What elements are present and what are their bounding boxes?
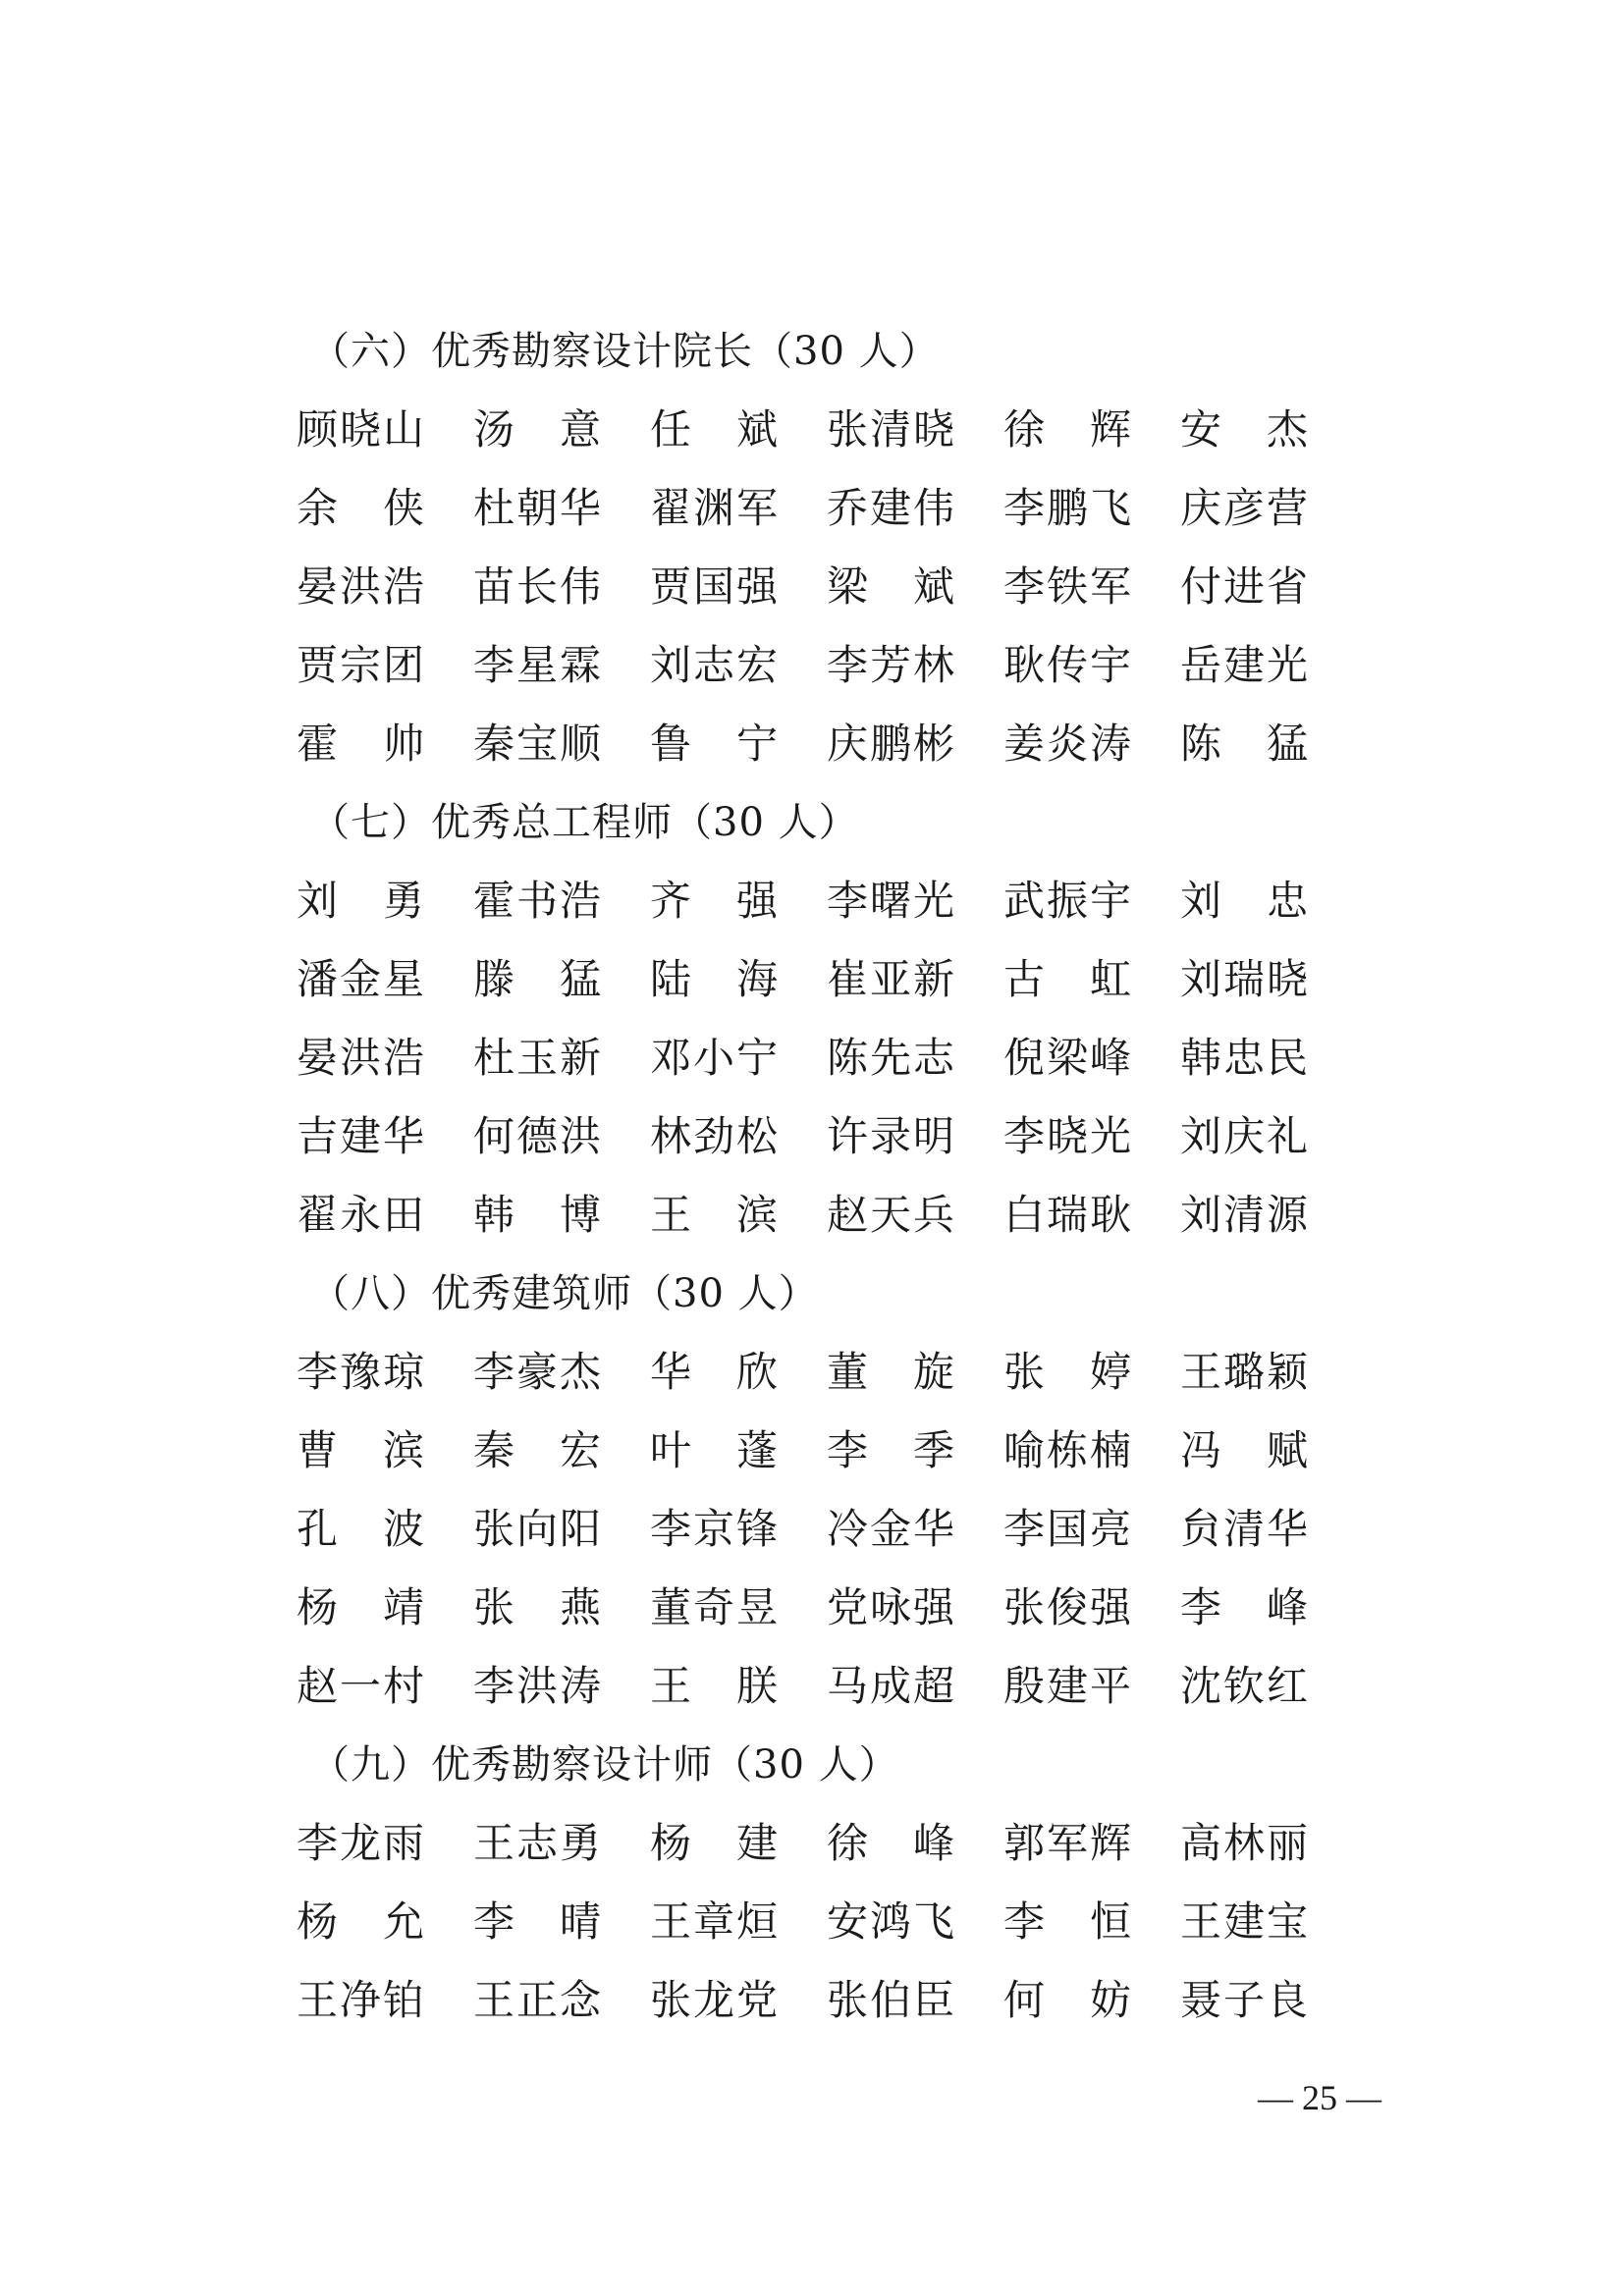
name-cell bbox=[650, 1804, 827, 1883]
name-cell bbox=[473, 548, 650, 626]
person-name: 耿 传 宇 bbox=[1003, 641, 1131, 689]
name-row bbox=[297, 548, 1318, 626]
name-cell bbox=[1003, 1333, 1180, 1412]
person-name: 李 芳 林 bbox=[827, 641, 954, 689]
award-list bbox=[297, 312, 1318, 2040]
name-cell bbox=[473, 1412, 650, 1490]
page-number: — 25 — bbox=[1258, 2078, 1381, 2117]
person-name: 梁 斌 bbox=[827, 562, 954, 611]
person-name: 杜 朝 华 bbox=[473, 484, 601, 532]
person-name: 杜 玉 新 bbox=[473, 1034, 601, 1082]
name-row bbox=[297, 940, 1318, 1019]
award-section bbox=[297, 1255, 1318, 1726]
name-cell bbox=[1180, 1569, 1308, 1647]
name-cell bbox=[827, 548, 1003, 626]
person-name: 崔 亚 新 bbox=[827, 955, 954, 1003]
name-cell bbox=[1180, 1490, 1308, 1569]
person-name: 滕 猛 bbox=[473, 955, 601, 1003]
name-cell bbox=[1003, 1569, 1180, 1647]
name-cell bbox=[473, 1097, 650, 1176]
name-cell bbox=[650, 469, 827, 548]
person-name: 张 燕 bbox=[473, 1583, 601, 1631]
person-name: 陆 海 bbox=[650, 955, 778, 1003]
person-name: 陈 先 志 bbox=[827, 1034, 954, 1082]
person-name: 岳 建 光 bbox=[1180, 641, 1308, 689]
person-name: 高 林 丽 bbox=[1180, 1819, 1308, 1867]
person-name: 倪 梁 峰 bbox=[1003, 1034, 1131, 1082]
name-row bbox=[297, 1883, 1318, 1961]
person-name: 沈 钦 红 bbox=[1180, 1662, 1308, 1710]
person-name: 王 志 勇 bbox=[473, 1819, 601, 1867]
person-name: 李 京 锋 bbox=[650, 1505, 778, 1553]
person-name: 贠 清 华 bbox=[1180, 1505, 1308, 1553]
person-name: 余 侠 bbox=[297, 484, 424, 532]
person-name: 李 豪 杰 bbox=[473, 1348, 601, 1396]
name-row bbox=[297, 1647, 1318, 1726]
person-name: 冷 金 华 bbox=[827, 1505, 954, 1553]
name-cell bbox=[827, 1490, 1003, 1569]
name-cell bbox=[827, 1804, 1003, 1883]
name-cell bbox=[650, 1333, 827, 1412]
person-name: 贾 宗 团 bbox=[297, 641, 424, 689]
name-cell bbox=[1003, 626, 1180, 705]
name-cell bbox=[827, 705, 1003, 783]
name-cell bbox=[827, 1333, 1003, 1412]
person-name: 杨 建 bbox=[650, 1819, 778, 1867]
name-cell bbox=[297, 1490, 473, 1569]
person-name: 李 铁 军 bbox=[1003, 562, 1131, 611]
name-cell bbox=[473, 1490, 650, 1569]
name-cell bbox=[473, 626, 650, 705]
person-name: 刘 庆 礼 bbox=[1180, 1112, 1308, 1160]
person-name: 晏 洪 浩 bbox=[297, 1034, 424, 1082]
name-cell bbox=[650, 940, 827, 1019]
award-section bbox=[297, 783, 1318, 1255]
person-name: 王 章 烜 bbox=[650, 1897, 778, 1946]
person-name: 顾 晓 山 bbox=[297, 405, 424, 454]
name-cell bbox=[1180, 469, 1308, 548]
name-cell bbox=[827, 391, 1003, 469]
name-cell bbox=[1180, 1097, 1308, 1176]
person-name: 赵 一 村 bbox=[297, 1662, 424, 1710]
person-name: 徐 峰 bbox=[827, 1819, 954, 1867]
name-cell bbox=[297, 1019, 473, 1097]
name-cell bbox=[297, 1333, 473, 1412]
name-cell bbox=[473, 1804, 650, 1883]
name-cell bbox=[297, 1097, 473, 1176]
name-cell bbox=[297, 1804, 473, 1883]
person-name: 苗 长 伟 bbox=[473, 562, 601, 611]
person-name: 白 瑞 耿 bbox=[1003, 1191, 1131, 1239]
name-cell bbox=[1180, 626, 1308, 705]
person-name: 王 建 宝 bbox=[1180, 1897, 1308, 1946]
name-cell bbox=[1003, 1176, 1180, 1255]
person-name: 李 鹏 飞 bbox=[1003, 484, 1131, 532]
name-cell bbox=[1180, 391, 1308, 469]
person-name: 邓 小 宁 bbox=[650, 1034, 778, 1082]
name-cell bbox=[650, 1412, 827, 1490]
name-row bbox=[297, 1333, 1318, 1412]
name-cell bbox=[297, 1412, 473, 1490]
person-name: 喻 栋 楠 bbox=[1003, 1426, 1131, 1474]
name-cell bbox=[473, 391, 650, 469]
name-cell bbox=[473, 1176, 650, 1255]
name-cell bbox=[473, 1883, 650, 1961]
person-name: 鲁 宁 bbox=[650, 720, 778, 768]
name-cell bbox=[297, 391, 473, 469]
name-cell bbox=[650, 391, 827, 469]
person-name: 华 欣 bbox=[650, 1348, 778, 1396]
person-name: 齐 强 bbox=[650, 877, 778, 925]
section-heading: （七）优秀总工程师（30 人） bbox=[310, 800, 859, 845]
name-cell bbox=[827, 1176, 1003, 1255]
person-name: 李 峰 bbox=[1180, 1583, 1308, 1631]
name-cell bbox=[473, 705, 650, 783]
name-cell bbox=[473, 1647, 650, 1726]
name-cell bbox=[297, 1961, 473, 2040]
name-cell bbox=[650, 626, 827, 705]
person-name: 曹 滨 bbox=[297, 1426, 424, 1474]
name-cell bbox=[650, 1097, 827, 1176]
name-cell bbox=[1180, 862, 1308, 940]
name-cell bbox=[1003, 1647, 1180, 1726]
person-name: 刘 清 源 bbox=[1180, 1191, 1308, 1239]
person-name: 古 虹 bbox=[1003, 955, 1131, 1003]
name-cell bbox=[827, 1097, 1003, 1176]
name-cell bbox=[650, 1176, 827, 1255]
person-name: 张 婷 bbox=[1003, 1348, 1131, 1396]
person-name: 何 德 洪 bbox=[473, 1112, 601, 1160]
name-cell bbox=[1180, 1412, 1308, 1490]
person-name: 安 鸿 飞 bbox=[827, 1897, 954, 1946]
name-cell bbox=[650, 705, 827, 783]
person-name: 李 晴 bbox=[473, 1897, 601, 1946]
person-name: 王 朕 bbox=[650, 1662, 778, 1710]
person-name: 许 录 明 bbox=[827, 1112, 954, 1160]
name-cell bbox=[827, 862, 1003, 940]
name-cell bbox=[650, 862, 827, 940]
name-cell bbox=[1180, 1333, 1308, 1412]
person-name: 秦 宝 顺 bbox=[473, 720, 601, 768]
name-cell bbox=[473, 1961, 650, 2040]
person-name: 陈 猛 bbox=[1180, 720, 1308, 768]
person-name: 霍 书 浩 bbox=[473, 877, 601, 925]
person-name: 刘 勇 bbox=[297, 877, 424, 925]
name-cell bbox=[297, 1569, 473, 1647]
name-cell bbox=[827, 1647, 1003, 1726]
person-name: 王 正 念 bbox=[473, 1976, 601, 2024]
name-cell bbox=[1003, 391, 1180, 469]
name-row bbox=[297, 1961, 1318, 2040]
person-name: 何 妨 bbox=[1003, 1976, 1131, 2024]
name-cell bbox=[1180, 1647, 1308, 1726]
name-cell bbox=[473, 862, 650, 940]
name-cell bbox=[297, 626, 473, 705]
name-cell bbox=[650, 1490, 827, 1569]
person-name: 贾 国 强 bbox=[650, 562, 778, 611]
person-name: 林 劲 松 bbox=[650, 1112, 778, 1160]
award-section bbox=[297, 1726, 1318, 2040]
person-name: 徐 辉 bbox=[1003, 405, 1131, 454]
name-cell bbox=[827, 626, 1003, 705]
name-row bbox=[297, 1176, 1318, 1255]
person-name: 孔 波 bbox=[297, 1505, 424, 1553]
award-section bbox=[297, 312, 1318, 783]
name-cell bbox=[650, 1647, 827, 1726]
person-name: 刘 瑞 晓 bbox=[1180, 955, 1308, 1003]
name-row bbox=[297, 1412, 1318, 1490]
name-row bbox=[297, 391, 1318, 469]
name-cell bbox=[297, 1176, 473, 1255]
person-name: 董 奇 昱 bbox=[650, 1583, 778, 1631]
person-name: 王 璐 颖 bbox=[1180, 1348, 1308, 1396]
name-cell bbox=[1180, 940, 1308, 1019]
person-name: 王 净 铂 bbox=[297, 1976, 424, 2024]
name-cell bbox=[297, 469, 473, 548]
name-cell bbox=[473, 1569, 650, 1647]
name-cell bbox=[827, 1019, 1003, 1097]
person-name: 董 旋 bbox=[827, 1348, 954, 1396]
person-name: 杨 允 bbox=[297, 1897, 424, 1946]
person-name: 张 龙 党 bbox=[650, 1976, 778, 2024]
name-cell bbox=[1003, 1883, 1180, 1961]
name-cell bbox=[650, 1569, 827, 1647]
name-cell bbox=[650, 1961, 827, 2040]
name-cell bbox=[473, 469, 650, 548]
person-name: 李 洪 涛 bbox=[473, 1662, 601, 1710]
name-cell bbox=[1003, 548, 1180, 626]
person-name: 赵 天 兵 bbox=[827, 1191, 954, 1239]
person-name: 任 斌 bbox=[650, 405, 778, 454]
person-name: 王 滨 bbox=[650, 1191, 778, 1239]
person-name: 郭 军 辉 bbox=[1003, 1819, 1131, 1867]
person-name: 翟 永 田 bbox=[297, 1191, 424, 1239]
person-name: 杨 靖 bbox=[297, 1583, 424, 1631]
person-name: 安 杰 bbox=[1180, 405, 1308, 454]
name-cell bbox=[650, 1019, 827, 1097]
name-cell bbox=[473, 1333, 650, 1412]
name-cell bbox=[1003, 469, 1180, 548]
person-name: 庆 彦 营 bbox=[1180, 484, 1308, 532]
name-row bbox=[297, 626, 1318, 705]
name-cell bbox=[827, 1412, 1003, 1490]
person-name: 李 季 bbox=[827, 1426, 954, 1474]
name-cell bbox=[473, 940, 650, 1019]
section-heading: （八）优秀建筑师（30 人） bbox=[310, 1271, 819, 1316]
name-cell bbox=[1003, 862, 1180, 940]
person-name: 殷 建 平 bbox=[1003, 1662, 1131, 1710]
name-row bbox=[297, 705, 1318, 783]
section-heading: （九）优秀勘察设计师（30 人） bbox=[310, 1742, 899, 1788]
person-name: 韩 忠 民 bbox=[1180, 1034, 1308, 1082]
name-cell bbox=[827, 1883, 1003, 1961]
name-row bbox=[297, 469, 1318, 548]
person-name: 张 向 阳 bbox=[473, 1505, 601, 1553]
name-cell bbox=[650, 1883, 827, 1961]
person-name: 马 成 超 bbox=[827, 1662, 954, 1710]
name-cell bbox=[297, 548, 473, 626]
person-name: 吉 建 华 bbox=[297, 1112, 424, 1160]
name-cell bbox=[1003, 1019, 1180, 1097]
person-name: 姜 炎 涛 bbox=[1003, 720, 1131, 768]
name-cell bbox=[1003, 705, 1180, 783]
person-name: 刘 志 宏 bbox=[650, 641, 778, 689]
person-name: 李 豫 琼 bbox=[297, 1348, 424, 1396]
person-name: 韩 博 bbox=[473, 1191, 601, 1239]
name-cell bbox=[827, 1961, 1003, 2040]
name-cell bbox=[297, 1883, 473, 1961]
name-cell bbox=[1003, 1097, 1180, 1176]
name-cell bbox=[1180, 1176, 1308, 1255]
person-name: 霍 帅 bbox=[297, 720, 424, 768]
name-row bbox=[297, 1097, 1318, 1176]
name-row bbox=[297, 1804, 1318, 1883]
person-name: 张 俊 强 bbox=[1003, 1583, 1131, 1631]
name-cell bbox=[1003, 1961, 1180, 2040]
section-heading: （六）优秀勘察设计院长（30 人） bbox=[310, 329, 940, 374]
name-cell bbox=[297, 705, 473, 783]
person-name: 冯 赋 bbox=[1180, 1426, 1308, 1474]
person-name: 李 曙 光 bbox=[827, 877, 954, 925]
person-name: 李 恒 bbox=[1003, 1897, 1131, 1946]
person-name: 晏 洪 浩 bbox=[297, 562, 424, 611]
name-cell bbox=[1180, 1019, 1308, 1097]
person-name: 汤 意 bbox=[473, 405, 601, 454]
name-cell bbox=[1180, 1883, 1308, 1961]
person-name: 李 晓 光 bbox=[1003, 1112, 1131, 1160]
name-cell bbox=[1003, 940, 1180, 1019]
name-cell bbox=[1180, 548, 1308, 626]
person-name: 潘 金 星 bbox=[297, 955, 424, 1003]
person-name: 付 进 省 bbox=[1180, 562, 1308, 611]
name-cell bbox=[650, 548, 827, 626]
name-row bbox=[297, 1569, 1318, 1647]
name-cell bbox=[1003, 1412, 1180, 1490]
person-name: 秦 宏 bbox=[473, 1426, 601, 1474]
name-cell bbox=[827, 940, 1003, 1019]
person-name: 李 国 亮 bbox=[1003, 1505, 1131, 1553]
name-cell bbox=[297, 1647, 473, 1726]
name-row bbox=[297, 1490, 1318, 1569]
person-name: 庆 鹏 彬 bbox=[827, 720, 954, 768]
name-cell bbox=[1180, 1961, 1308, 2040]
person-name: 党 咏 强 bbox=[827, 1583, 954, 1631]
person-name: 翟 渊 军 bbox=[650, 484, 778, 532]
person-name: 叶 蓬 bbox=[650, 1426, 778, 1474]
name-cell bbox=[473, 1019, 650, 1097]
person-name: 武 振 宇 bbox=[1003, 877, 1131, 925]
name-cell bbox=[1180, 705, 1308, 783]
person-name: 李 龙 雨 bbox=[297, 1819, 424, 1867]
name-cell bbox=[297, 940, 473, 1019]
person-name: 乔 建 伟 bbox=[827, 484, 954, 532]
name-cell bbox=[1003, 1490, 1180, 1569]
name-row bbox=[297, 862, 1318, 940]
person-name: 张 伯 臣 bbox=[827, 1976, 954, 2024]
name-cell bbox=[1180, 1804, 1308, 1883]
person-name: 聂 子 良 bbox=[1180, 1976, 1308, 2024]
name-cell bbox=[297, 862, 473, 940]
name-cell bbox=[1003, 1804, 1180, 1883]
person-name: 李 星 霖 bbox=[473, 641, 601, 689]
name-row bbox=[297, 1019, 1318, 1097]
name-cell bbox=[827, 469, 1003, 548]
name-cell bbox=[827, 1569, 1003, 1647]
person-name: 张 清 晓 bbox=[827, 405, 954, 454]
person-name: 刘 忠 bbox=[1180, 877, 1308, 925]
